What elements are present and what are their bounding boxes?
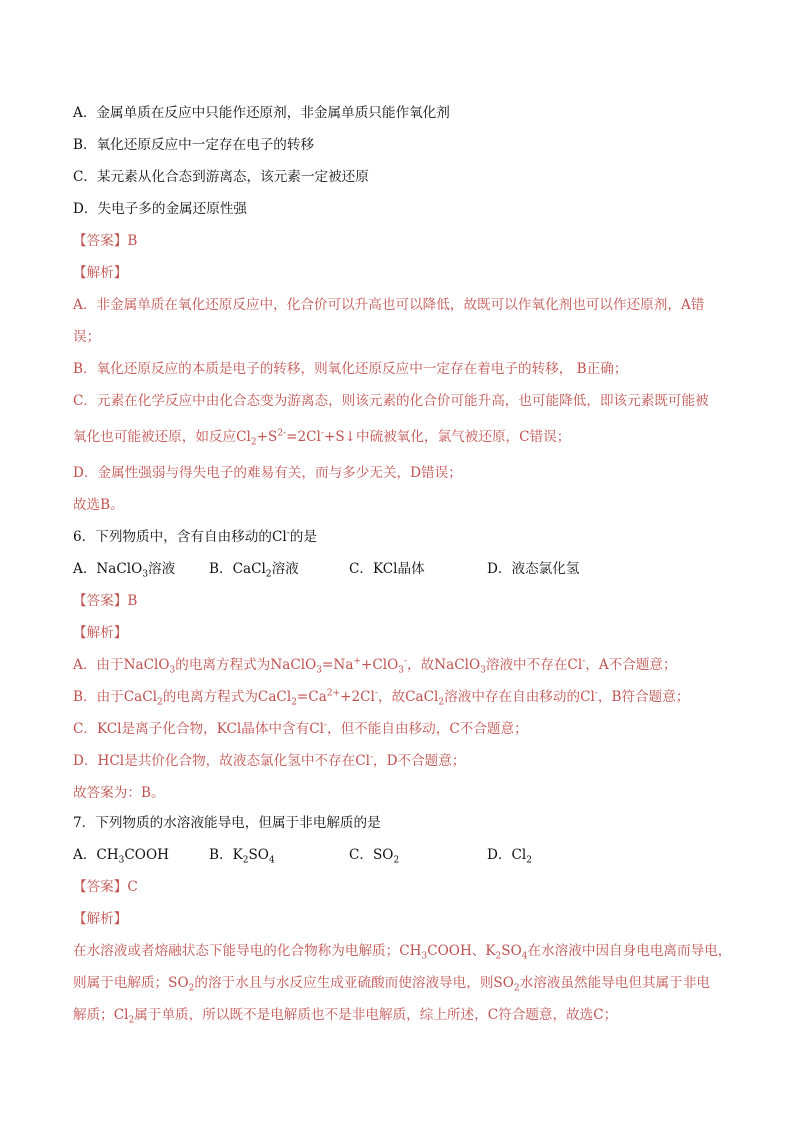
superscript: 2- [277, 428, 287, 439]
q6-analysis-a [73, 656, 733, 674]
q6-option-c: C．KCl晶体 [349, 561, 425, 577]
q7-answer: 【答案】C [73, 879, 138, 895]
superscript: - [404, 656, 408, 667]
q6-option-d: D．液态氯化氢 [487, 561, 580, 577]
q7-analysis-label: 【解析】 [73, 911, 128, 927]
subscript: 2 [265, 569, 272, 580]
text-segment: ，A不合题意； [585, 657, 677, 673]
subscript: 3 [421, 951, 428, 962]
q7-analysis-line1 [73, 942, 733, 960]
subscript: 2 [526, 855, 532, 866]
text-segment: 溶液中存在自由移动的Cl [444, 689, 595, 705]
text-segment: C．SO [349, 847, 394, 863]
subscript: 4 [521, 951, 528, 962]
superscript: - [374, 688, 378, 699]
subscript: 2 [188, 983, 195, 994]
q7-option-c [349, 846, 487, 864]
q6-stem [73, 528, 733, 546]
text-segment: 水溶液虽然能导电但其属于非电 [519, 975, 710, 991]
text-segment: +ClO [360, 657, 399, 673]
q5-analysis-label: 【解析】 [73, 265, 128, 281]
text-segment: SO [501, 943, 522, 959]
text-segment: +S↓中硫被氧化，氯气被还原，C错误； [323, 429, 571, 445]
q6-option-a [73, 560, 209, 578]
text-segment: SO [248, 847, 269, 863]
q5-analysis-d: D．金属性强弱与得失电子的难易有关，而与多少无关，D错误； [73, 465, 462, 481]
q6-answer: 【答案】B [73, 593, 138, 609]
superscript: - [320, 428, 324, 439]
subscript: 3 [398, 665, 404, 676]
q6-analysis-label: 【解析】 [73, 625, 128, 641]
q7-option-b [209, 846, 349, 864]
subscript: 3 [142, 569, 149, 580]
subscript: 2 [513, 983, 520, 994]
text-segment: ，故NaClO [407, 657, 481, 673]
text-segment: 在水溶液中因自身电电离而导电， [527, 943, 732, 959]
q5-conclusion: 故选B。 [73, 497, 124, 513]
text-segment: D．Cl [487, 847, 527, 863]
superscript: - [369, 752, 373, 763]
q7-stem: 7．下列物质的水溶液能导电，但属于非电解质的是 [73, 815, 381, 831]
q5-answer: 【答案】B [73, 233, 138, 249]
q7-option-a [73, 846, 209, 864]
superscript: - [594, 688, 598, 699]
subscript: 2 [291, 697, 297, 708]
text-segment: 的电离方程式为NaClO [175, 657, 317, 673]
q5-option-a: A．金属单质在反应中只能作还原剂，非金属单质只能作氧化剂 [73, 105, 450, 121]
subscript: 3 [480, 665, 486, 676]
text-segment: C．KCl是离子化合物，KCl晶体中含有Cl [73, 721, 324, 737]
text-segment: 在水溶液或者熔融状态下能导电的化合物称为电解质；CH [73, 943, 422, 959]
subscript: 2 [393, 855, 400, 866]
text-segment: COOH、K [427, 943, 496, 959]
q5-option-c: C．某元素从化合态到游离态，该元素一定被还原 [73, 169, 369, 185]
subscript: 3 [118, 855, 125, 866]
q5-option-d: D．失电子多的金属还原性强 [73, 201, 248, 217]
text-segment: 6．下列物质中，含有自由移动的Cl [73, 529, 287, 545]
text-segment: B．K [209, 847, 243, 863]
superscript: - [323, 720, 327, 731]
q6-analysis-d [73, 752, 733, 770]
q5-analysis-c-line2 [73, 428, 733, 446]
text-segment: 氧化也可能被还原，如反应Cl [73, 429, 251, 445]
text-segment: B．由于CaCl [73, 689, 158, 705]
text-segment: ，故CaCl [377, 689, 439, 705]
text-segment: ，但不能自由移动，C不合题意； [327, 721, 528, 737]
text-segment: 则属于电解质；SO [73, 975, 189, 991]
q6-option-b [209, 560, 349, 578]
text-segment: 的溶于水且与水反应生成亚硫酸而使溶液导电，则SO [194, 975, 514, 991]
q7-options [73, 846, 733, 864]
subscript: 3 [316, 665, 323, 676]
text-segment: 解质；Cl [73, 1007, 129, 1023]
text-segment: ，B符合题意； [597, 689, 690, 705]
q5-option-b: B．氧化还原反应中一定存在电子的转移 [73, 137, 315, 153]
superscript: - [286, 528, 290, 539]
text-segment: ，D不合题意； [372, 753, 466, 769]
text-segment: COOH [124, 847, 169, 863]
text-segment: =Ca [296, 689, 327, 705]
subscript: 2 [438, 697, 445, 708]
subscript: 2 [250, 437, 257, 448]
q7-option-d [487, 846, 532, 864]
q7-analysis-line3 [73, 1006, 733, 1024]
q6-analysis-c [73, 720, 733, 738]
text-segment: +2Cl [340, 689, 375, 705]
text-segment: =Na [322, 657, 354, 673]
q6-analysis-b [73, 688, 733, 706]
text-segment: A．由于NaClO [73, 657, 170, 673]
superscript: - [582, 656, 586, 667]
text-segment: 溶液中不存在Cl [485, 657, 583, 673]
subscript: 4 [268, 855, 275, 866]
q6-conclusion: 故答案为：B。 [73, 785, 165, 801]
text-segment: 的是 [289, 529, 317, 545]
subscript: 2 [242, 855, 249, 866]
q5-analysis-a-line2: 误； [73, 329, 101, 345]
q5-analysis-a-line1: A．非金属单质在氧化还原反应中，化合价可以升高也可以降低，故既可以作氧化剂也可以作还原剂，A错 [73, 297, 705, 313]
subscript: 2 [128, 1015, 135, 1026]
text-segment: +S [256, 429, 278, 445]
text-segment: 溶液 [271, 561, 299, 577]
text-segment: A．NaClO [73, 561, 143, 577]
superscript: + [353, 656, 361, 667]
text-segment: 的电离方程式为CaCl [162, 689, 292, 705]
subscript: 3 [169, 665, 176, 676]
text-segment: B．CaCl [209, 561, 266, 577]
superscript: 2+ [326, 688, 341, 699]
subscript: 2 [157, 697, 163, 708]
text-segment: 溶液 [148, 561, 176, 577]
q5-analysis-b: B．氧化还原反应的本质是电子的转移，则氧化还原反应中一定存在着电子的转移， B正确； [73, 361, 628, 377]
text-segment: 属于单质，所以既不是电解质也不是非电解质，综上所述，C符合题意，故选C； [134, 1007, 618, 1023]
text-segment: D．HCl是共价化合物，故液态氯化氢中不存在Cl [73, 753, 370, 769]
q7-analysis-line2 [73, 974, 733, 992]
text-segment: A．CH [73, 847, 119, 863]
q5-analysis-c-line1: C．元素在化学反应中由化合态变为游离态，则该元素的化合价可能升高，也可能降低，即该元素既可能被 [73, 393, 709, 409]
text-segment: =2Cl [286, 429, 321, 445]
q6-options [73, 560, 733, 578]
subscript: 2 [495, 951, 502, 962]
